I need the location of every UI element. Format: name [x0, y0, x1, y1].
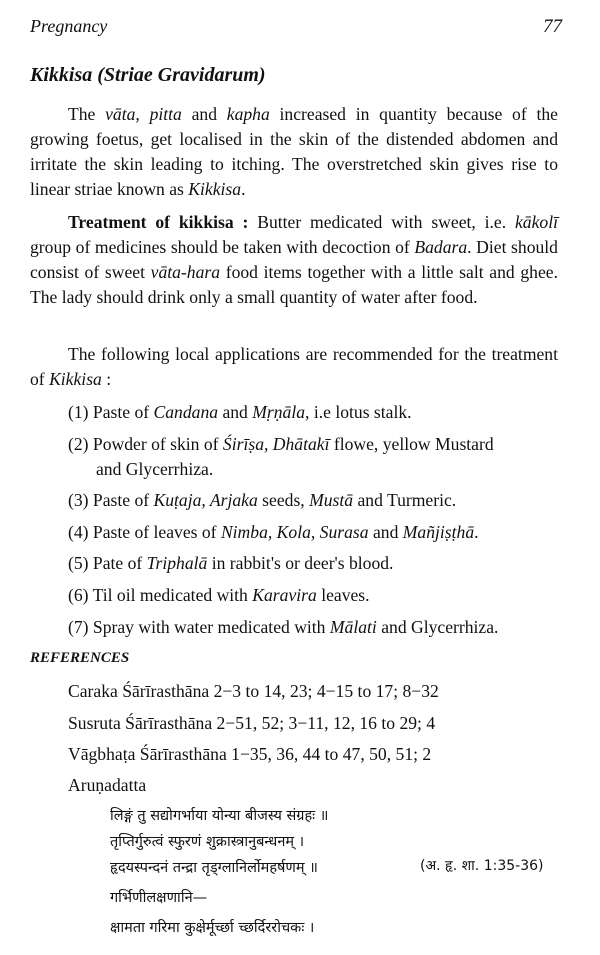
reference-arunadatta: Aruṇadatta [68, 775, 147, 795]
list-item-7: (7) Spray with water medicated with Mālati and Glycerrhiza. [68, 617, 499, 637]
sanskrit-verse-line-1: लिङ्गं तु सद्योगर्भाया योन्या बीजस्य संग्रहः ॥ [110, 808, 329, 824]
list-item-5: (5) Pate of Triphalā in rabbit's or deer's blood. [68, 553, 394, 573]
paragraph-treatment: Treatment of kikkisa : Butter medicated with sweet, i.e. kākolī group of medicines should be taken with decoction of Badara. Diet should consist of sweet vāta-hara food items together with a little salt and ghee. The lady should drink only a small quantity of water after food. [30, 212, 558, 307]
references-heading: REFERENCES [30, 650, 130, 666]
reference-vagbhata: Vāgbhaṭa Śārīrasthāna 1−35, 36, 44 to 47, 50, 51; 2 [68, 744, 432, 764]
list-item-1: (1) Paste of Candana and Mṛṇāla, i.e lotus stalk. [68, 402, 412, 422]
running-head: Pregnancy [30, 16, 108, 36]
sanskrit-verse-line-3: हृदयस्पन्दनं तन्द्रा तृड्ग्लानिर्लोमहर्षणम् ॥ [110, 860, 318, 876]
reference-susruta: Susruta Śārīrasthāna 2−51, 52; 3−11, 12, 16 to 29; 4 [68, 713, 436, 733]
reference-caraka: Caraka Śārīrasthāna 2−3 to 14, 23; 4−15 to 17; 8−32 [68, 681, 439, 701]
list-item-3: (3) Paste of Kuṭaja, Arjaka seeds, Mustā and Turmeric. [68, 490, 457, 510]
sanskrit-verse-line-4: क्षामता गरिमा कुक्षेर्मूर्च्छा च्छर्दिररोचकः । [110, 920, 315, 936]
sanskrit-heading-garbhini: गर्भिणीलक्षणानि— [110, 890, 208, 906]
section-title: Kikkisa (Striae Gravidarum) [30, 64, 266, 86]
sanskrit-citation: (अ. हृ. शा. 1:35-36) [420, 858, 544, 874]
list-item-2: (2) Powder of skin of Śirīṣa, Dhātakī flowe, yellow Mustard and Glycerrhiza. [68, 434, 494, 479]
page-number: 77 [543, 16, 562, 37]
list-item-4: (4) Paste of leaves of Nimba, Kola, Surasa and Mañjiṣṭhā. [68, 522, 479, 542]
list-item-6: (6) Til oil medicated with Karavira leaves. [68, 585, 370, 605]
page-header [30, 16, 562, 38]
paragraph-kikkisa-cause: The vāta, pitta and kapha increased in quantity because of the growing foetus, get localised in the skin of the distended abdomen and irritate the skin leading to itching. The overstretched skin gives rise to linear striae known as Kikkisa. [30, 104, 558, 199]
sanskrit-verse-line-2: तृप्तिर्गुरुत्वं स्फुरणं शुक्रास्त्रानुबन्धनम् । [110, 834, 305, 850]
paragraph-local-applications: The following local applications are recommended for the treatment of Kikkisa : [30, 344, 558, 389]
